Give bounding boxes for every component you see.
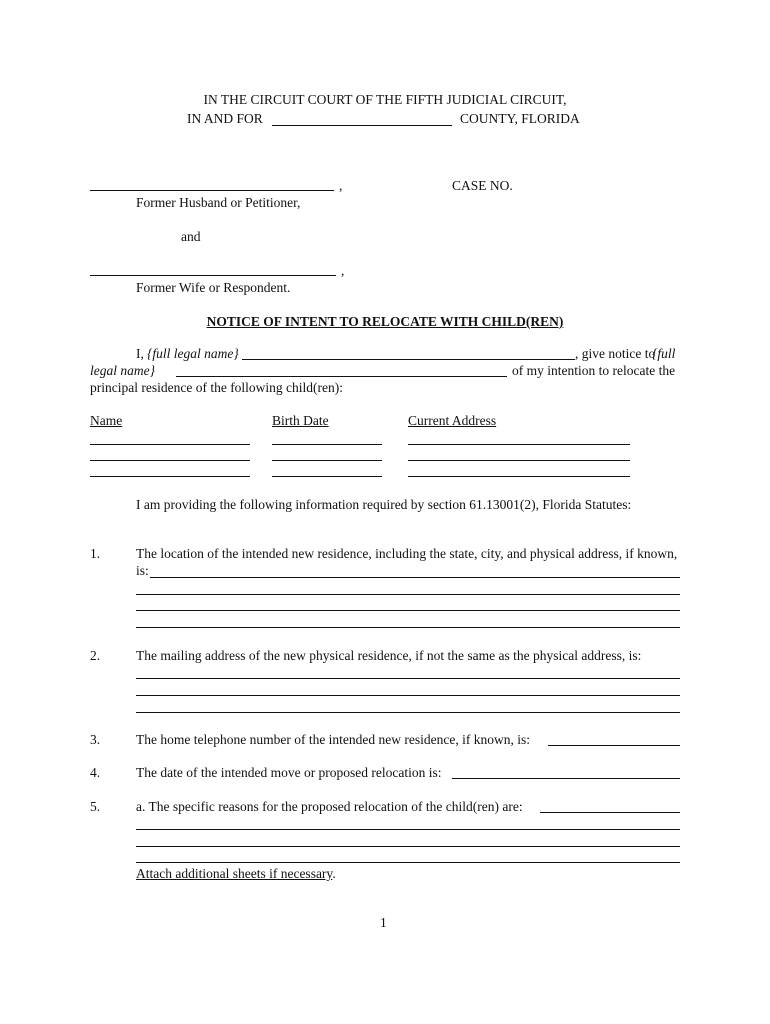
intention-text: of my intention to relocate the bbox=[512, 363, 676, 378]
parent-name-blank[interactable] bbox=[242, 359, 575, 360]
mailing-address-blank[interactable] bbox=[136, 678, 680, 679]
mailing-address-blank[interactable] bbox=[136, 712, 680, 713]
item-text: The date of the intended move or proposed relocation is: bbox=[136, 765, 442, 780]
new-residence-blank[interactable] bbox=[150, 577, 680, 578]
item-text-continued: is: bbox=[136, 563, 149, 578]
attach-note bbox=[136, 866, 336, 882]
principal-residence-text: principal residence of the following child(ren): bbox=[90, 380, 344, 395]
child-address-blank[interactable] bbox=[408, 444, 630, 445]
reasons-blank[interactable] bbox=[540, 812, 680, 813]
intro-i: I, bbox=[136, 346, 144, 361]
respondent-label: Former Wife or Respondent. bbox=[136, 280, 291, 295]
statute-text: I am providing the following information required by section 61.13001(2), Florida Statutes: bbox=[136, 497, 632, 512]
child-name-blank[interactable] bbox=[90, 444, 250, 445]
mailing-address-blank[interactable] bbox=[136, 695, 680, 696]
child-birth-date-blank[interactable] bbox=[272, 444, 382, 445]
reasons-blank[interactable] bbox=[136, 862, 680, 863]
birth-date-column-header: Birth Date bbox=[272, 413, 329, 428]
item-text: The location of the intended new residence, including the state, city, and physical address, if known, bbox=[136, 546, 678, 561]
current-address-column-header: Current Address bbox=[408, 413, 497, 428]
full-legal-name-hint: {full legal name} bbox=[147, 346, 239, 361]
reasons-blank[interactable] bbox=[136, 846, 680, 847]
item-number: 2. bbox=[90, 648, 101, 663]
child-address-blank[interactable] bbox=[408, 476, 630, 477]
item-number: 3. bbox=[90, 732, 101, 747]
child-birth-date-blank[interactable] bbox=[272, 460, 382, 461]
new-residence-blank[interactable] bbox=[136, 627, 680, 628]
child-name-blank[interactable] bbox=[90, 476, 250, 477]
item-number: 5. bbox=[90, 799, 101, 814]
court-heading: IN THE CIRCUIT COURT OF THE FIFTH JUDICIAL CIRCUIT, bbox=[203, 92, 567, 107]
item-number: 1. bbox=[90, 546, 101, 561]
county-florida-label: COUNTY, FLORIDA bbox=[460, 111, 580, 126]
attach-note-text: Attach additional sheets if necessary bbox=[136, 866, 333, 881]
move-date-blank[interactable] bbox=[452, 778, 680, 779]
reasons-blank[interactable] bbox=[136, 829, 680, 830]
name-column-header: Name bbox=[90, 413, 123, 428]
caption-comma: , bbox=[341, 263, 345, 278]
recipient-name-blank[interactable] bbox=[176, 376, 507, 377]
item-text: The home telephone number of the intended new residence, if known, is: bbox=[136, 732, 531, 747]
child-address-blank[interactable] bbox=[408, 460, 630, 461]
petitioner-name-blank[interactable] bbox=[90, 190, 334, 191]
in-and-for-label: IN AND FOR bbox=[187, 111, 263, 126]
respondent-name-blank[interactable] bbox=[90, 275, 336, 276]
item-text: The mailing address of the new physical residence, if not the same as the physical address, is: bbox=[136, 648, 642, 663]
attach-note-period: . bbox=[332, 866, 336, 881]
new-residence-blank[interactable] bbox=[136, 594, 680, 595]
new-residence-blank[interactable] bbox=[136, 610, 680, 611]
document-title: NOTICE OF INTENT TO RELOCATE WITH CHILD(REN) bbox=[206, 314, 564, 329]
petitioner-label: Former Husband or Petitioner, bbox=[136, 195, 301, 210]
caption-comma: , bbox=[339, 178, 343, 193]
case-number-label: CASE NO. bbox=[452, 178, 513, 193]
telephone-blank[interactable] bbox=[548, 745, 680, 746]
child-name-blank[interactable] bbox=[90, 460, 250, 461]
full-hint: {full bbox=[652, 346, 676, 361]
county-blank[interactable] bbox=[272, 125, 452, 126]
give-notice-text: , give notice to bbox=[575, 346, 656, 361]
child-birth-date-blank[interactable] bbox=[272, 476, 382, 477]
legal-name-hint: legal name} bbox=[90, 363, 156, 378]
and-label: and bbox=[181, 229, 201, 244]
page-number: 1 bbox=[380, 915, 387, 930]
item-text: a. The specific reasons for the proposed relocation of the child(ren) are: bbox=[136, 799, 523, 814]
item-number: 4. bbox=[90, 765, 101, 780]
